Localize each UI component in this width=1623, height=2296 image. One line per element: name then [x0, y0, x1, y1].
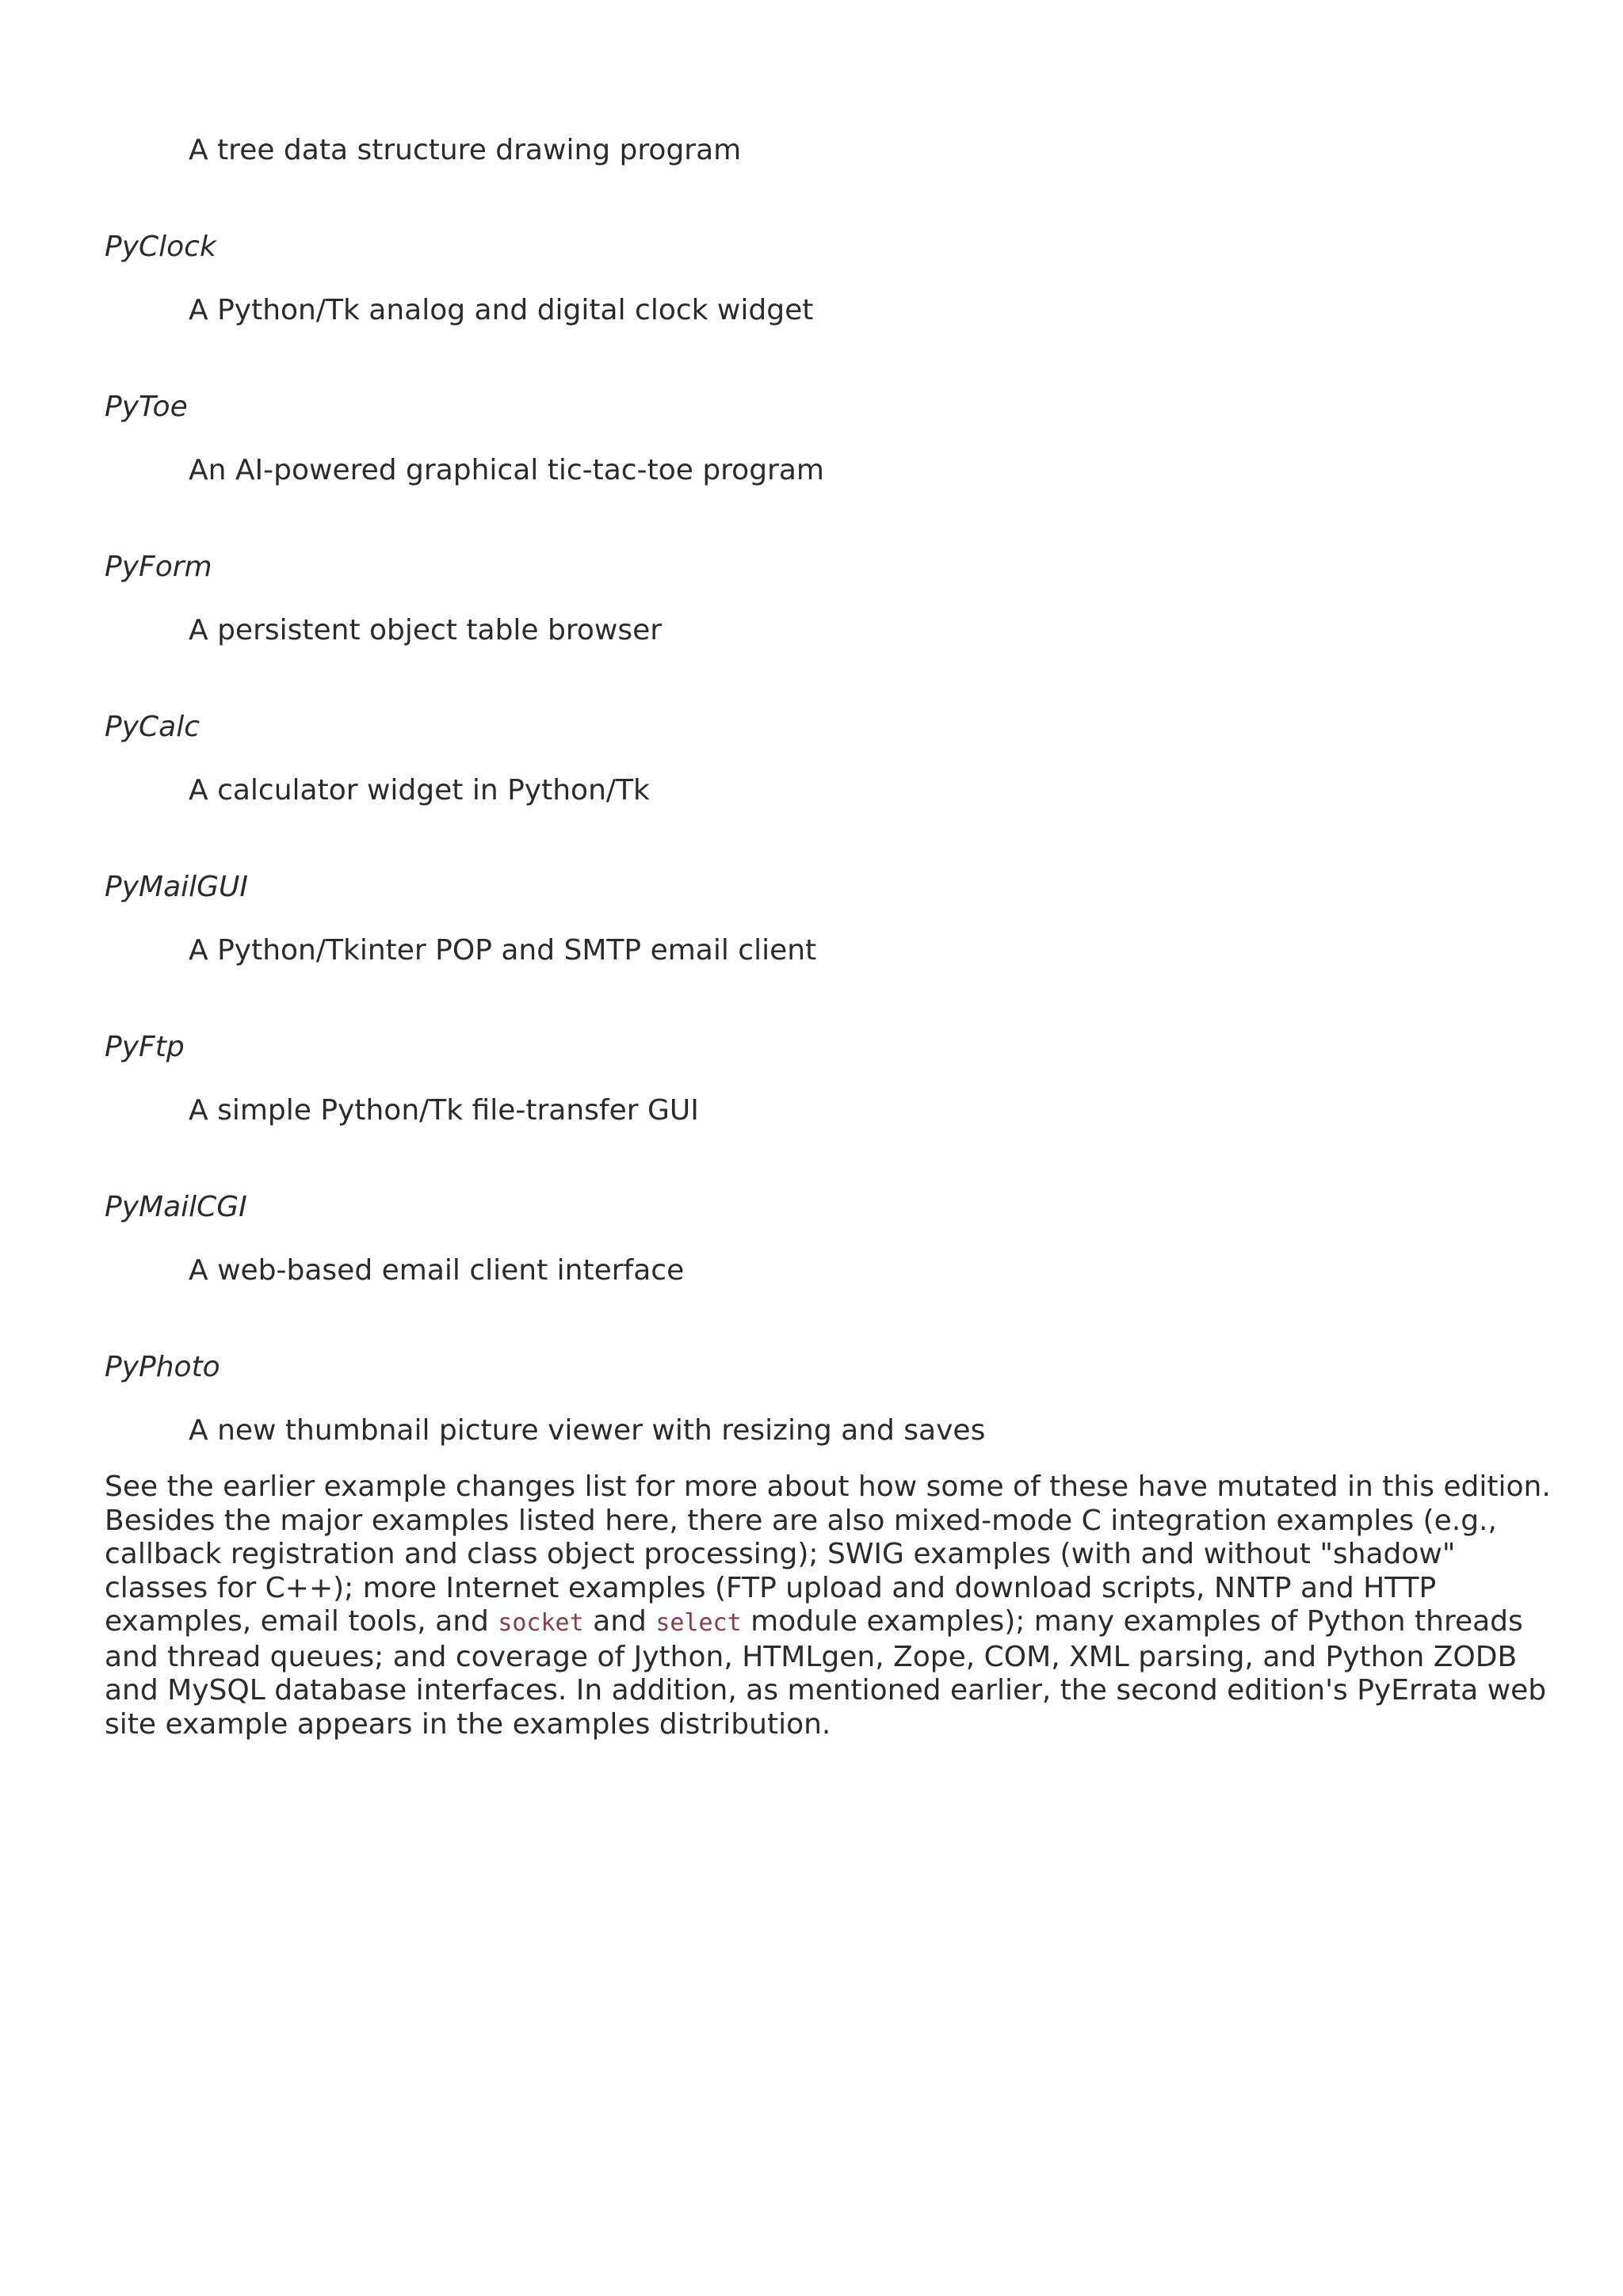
- inline-code-socket: socket: [498, 1609, 584, 1637]
- entry-description: A web-based email client interface: [189, 1254, 685, 1287]
- paragraph-line: classes for C++); more Internet examples (FTP upload and download scripts, NNTP and HTTP: [105, 1571, 1437, 1604]
- entry-description: A Python/Tk analog and digital clock widget: [189, 294, 814, 326]
- entry-description: An AI-powered graphical tic-tac-toe program: [189, 454, 824, 486]
- entry-description: A calculator widget in Python/Tk: [189, 774, 650, 807]
- paragraph-line: Besides the major examples listed here, there are also mixed-mode C integration examples (e.g.,: [105, 1504, 1497, 1537]
- paragraph-line: callback registration and class object processing); SWIG examples (with and without "shadow": [105, 1538, 1456, 1570]
- entry-description: A new thumbnail picture viewer with resizing and saves: [189, 1414, 986, 1447]
- entry-term: PyPhoto: [105, 1351, 220, 1383]
- paragraph-text: module examples); many examples of Python threads: [741, 1605, 1523, 1638]
- entry-term: PyForm: [105, 551, 212, 583]
- paragraph-line: See the earlier example changes list for more about how some of these have mutated in this edition.: [105, 1470, 1551, 1503]
- entry-term: PyFtp: [105, 1031, 185, 1063]
- entry-term: PyToe: [105, 391, 188, 423]
- entry-description: A simple Python/Tk file-transfer GUI: [189, 1094, 699, 1127]
- entry-term: PyCalc: [105, 711, 200, 743]
- paragraph-text: and: [583, 1605, 656, 1638]
- paragraph-text: examples, email tools, and: [105, 1605, 498, 1638]
- entry-term: PyClock: [105, 231, 216, 263]
- paragraph-line: [105, 1605, 1531, 1641]
- entry-description: A persistent object table browser: [189, 614, 663, 646]
- entry-term: PyMailCGI: [105, 1191, 247, 1223]
- inline-code-select: select: [655, 1609, 742, 1637]
- entry-description: A tree data structure drawing program: [189, 134, 742, 166]
- paragraph-line: and MySQL database interfaces. In addition, as mentioned earlier, the second edition's PyErrata web: [105, 1674, 1547, 1707]
- entry-term: PyMailGUI: [105, 871, 249, 903]
- paragraph-line: and thread queues; and coverage of Jython, HTMLgen, Zope, COM, XML parsing, and Python ZODB: [105, 1640, 1518, 1673]
- entry-description: A Python/Tkinter POP and SMTP email client: [189, 934, 817, 967]
- paragraph-line: site example appears in the examples distribution.: [105, 1707, 831, 1741]
- body-paragraph: [105, 1470, 1551, 1741]
